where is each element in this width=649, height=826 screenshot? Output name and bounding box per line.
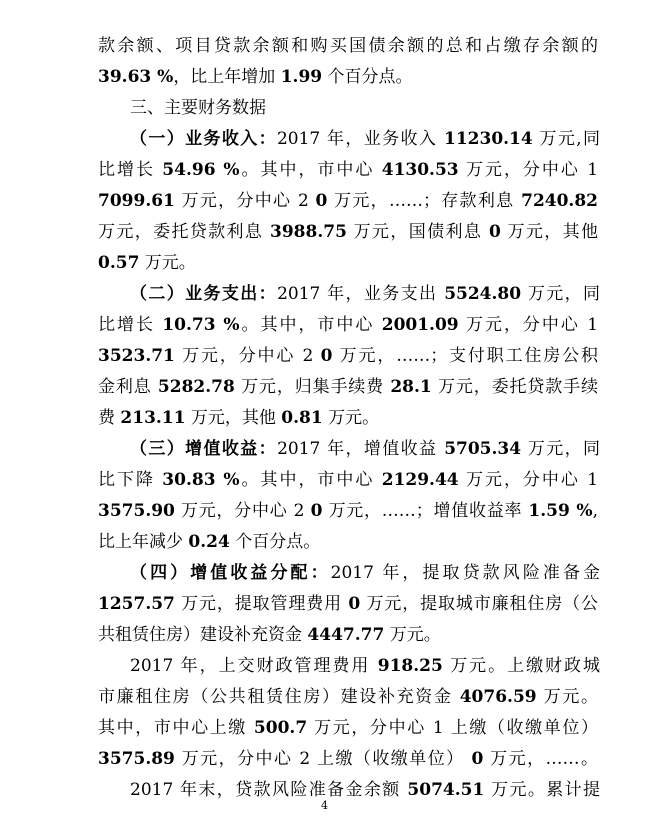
bold-text-segment: 1257.57 — [98, 594, 175, 614]
text-line-15 — [98, 470, 598, 490]
text-segment: 万元，委托贷款手续 — [431, 377, 599, 397]
text-line-21 — [130, 656, 600, 676]
text-segment: 万元，分中心 1 — [458, 160, 599, 180]
text-line-12 — [98, 377, 598, 397]
bold-text-segment: 0.24 — [188, 532, 230, 552]
bold-text-segment: 54.96 % — [162, 160, 240, 180]
bold-text-segment: 1.99 — [280, 67, 323, 87]
text-segment: 万元，分中心 1 上缴（收缴单位） — [307, 718, 598, 738]
bold-text-segment: 5705.34 — [444, 439, 522, 459]
bold-text-segment: 918.25 — [377, 656, 443, 676]
text-segment: 万元，……。 — [483, 749, 598, 769]
text-segment: 2017 年末，贷款风险准备金余额 — [130, 780, 408, 800]
bold-text-segment: 11230.14 — [444, 129, 533, 149]
text-segment: 2017 年，上交财政管理费用 — [130, 656, 378, 676]
text-line-23 — [98, 718, 598, 738]
text-line-7 — [98, 222, 598, 242]
bold-text-segment: （一）业务收入： — [130, 129, 277, 149]
bold-text-segment: 0 — [348, 594, 361, 614]
text-line-22 — [98, 687, 598, 707]
section-heading — [130, 98, 600, 118]
text-segment: 万元。 — [384, 625, 441, 645]
bold-text-segment: 4447.77 — [307, 625, 385, 645]
text-segment: 费 — [98, 408, 121, 428]
text-segment: 款余额、项目贷款余额和购买国债余额的总和占缴存余额的 — [98, 36, 598, 56]
bold-text-segment: 10.73 % — [162, 315, 240, 335]
text-segment: 2017 年，业务支出 — [277, 284, 445, 304]
text-segment: 共租赁住房）建设补充资金 — [98, 625, 308, 645]
text-segment: 。其中，市中心 — [239, 160, 382, 180]
text-segment: 万元，提取城市廉租住房（公 — [360, 594, 599, 614]
text-segment: 2017 年，业务收入 — [276, 129, 444, 149]
text-line-8 — [98, 253, 598, 273]
text-line-13 — [98, 408, 598, 428]
text-segment: 三、主要财务数据 — [130, 98, 266, 118]
text-segment: 万元，分中心 1 — [458, 315, 599, 335]
text-line-1 — [98, 36, 598, 56]
text-segment: 市廉租住房（公共租赁住房）建设补充资金 — [98, 687, 460, 707]
bold-text-segment: 7099.61 — [98, 191, 175, 211]
text-segment: 万元，分中心 1 — [458, 470, 599, 490]
text-line-10 — [98, 315, 598, 335]
text-segment: 万元，归集手续费 — [234, 377, 391, 397]
text-line-20 — [98, 625, 598, 645]
bold-text-segment: 0 — [315, 191, 328, 211]
bold-text-segment: 5074.51 — [407, 780, 485, 800]
bold-text-segment: 500.7 — [253, 718, 308, 738]
bold-text-segment: 0 — [320, 346, 333, 366]
text-segment: 2017 年，提取贷款风险准备金 — [330, 563, 601, 583]
text-segment: 万元，……；存款利息 — [327, 191, 522, 211]
bold-text-segment: 0 — [471, 749, 484, 769]
bold-text-segment: （四）增值收益分配： — [130, 563, 331, 583]
bold-text-segment: （三）增值收益： — [130, 439, 278, 459]
text-line-14 — [130, 439, 600, 459]
bold-text-segment: 7240.82 — [521, 191, 598, 211]
text-segment: 万元，分中心 2 上缴（收缴单位） — [174, 749, 472, 769]
bold-text-segment: 5524.80 — [444, 284, 522, 304]
text-line-18 — [130, 563, 600, 583]
text-segment: 个百分点。 — [322, 67, 413, 87]
bold-text-segment: 30.83 % — [162, 470, 240, 490]
text-line-24 — [98, 749, 598, 769]
text-segment: 比下降 — [98, 470, 163, 490]
text-segment: 2017 年，增值收益 — [277, 439, 445, 459]
text-segment: 万元，委托贷款利息 — [98, 222, 271, 242]
text-segment: 万元，其他 — [185, 408, 282, 428]
bold-text-segment: 3988.75 — [270, 222, 347, 242]
text-line-25 — [130, 780, 600, 800]
text-line-19 — [98, 594, 598, 614]
text-line-4 — [130, 129, 600, 149]
text-segment: 万元，……；支付职工住房公积 — [332, 346, 598, 366]
text-segment: 金利息 — [98, 377, 158, 397]
bold-text-segment: 3575.89 — [98, 749, 175, 769]
text-segment: 万元，国债利息 — [346, 222, 489, 242]
text-line-17 — [98, 532, 598, 552]
bold-text-segment: 0 — [488, 222, 501, 242]
bold-text-segment: 2001.09 — [381, 315, 459, 335]
text-segment: 万元，提取管理费用 — [174, 594, 349, 614]
bold-text-segment: 3575.90 — [98, 501, 175, 521]
text-segment: 万元，同 — [521, 284, 601, 304]
bold-text-segment: 0.81 — [281, 408, 323, 428]
text-segment: 万元，分中心 2 — [174, 501, 311, 521]
text-segment: 个百分点。 — [229, 532, 321, 552]
text-segment: ，比上年增加 — [173, 67, 281, 87]
text-segment: 万元，其他 — [500, 222, 599, 242]
text-segment: 万元。上缴财政城 — [442, 656, 600, 676]
bold-text-segment: 4130.53 — [381, 160, 459, 180]
bold-text-segment: 3523.71 — [98, 346, 175, 366]
text-segment: 其中，市中心上缴 — [98, 718, 254, 738]
text-line-6 — [98, 191, 598, 211]
text-segment: 。其中，市中心 — [239, 470, 382, 490]
text-segment: 万元。 — [139, 253, 196, 273]
bold-text-segment: 1.59 % — [528, 501, 593, 521]
bold-text-segment: 0 — [310, 501, 323, 521]
text-segment: 比增长 — [98, 315, 163, 335]
page-number: 4 — [321, 799, 328, 812]
text-segment: 比增长 — [98, 160, 163, 180]
text-segment: 万元，分中心 2 — [174, 346, 321, 366]
bold-text-segment: 39.63 % — [98, 67, 174, 87]
bold-text-segment: 213.11 — [120, 408, 186, 428]
bold-text-segment: 28.1 — [390, 377, 432, 397]
text-segment: 万元。 — [536, 687, 599, 707]
bold-text-segment: 4076.59 — [459, 687, 537, 707]
bold-text-segment: （二）业务支出： — [130, 284, 278, 304]
text-segment: 万元。 — [322, 408, 380, 428]
text-segment: 。其中，市中心 — [239, 315, 382, 335]
bold-text-segment: 2129.44 — [381, 470, 459, 490]
text-line-9 — [130, 284, 600, 304]
text-line-5 — [98, 160, 598, 180]
text-segment: 比上年减少 — [98, 532, 189, 552]
bold-text-segment: 0.57 — [98, 253, 140, 273]
text-line-11 — [98, 346, 598, 366]
text-segment: , — [592, 501, 598, 521]
text-line-2 — [98, 67, 598, 87]
text-segment: 万元,同 — [532, 129, 601, 149]
text-segment: 万元，……；增值收益率 — [322, 501, 529, 521]
text-segment: 万元，分中心 2 — [174, 191, 316, 211]
text-line-16 — [98, 501, 598, 521]
bold-text-segment: 5282.78 — [157, 377, 235, 397]
text-segment: 万元。累计提 — [484, 780, 601, 800]
text-segment: 万元，同 — [521, 439, 601, 459]
